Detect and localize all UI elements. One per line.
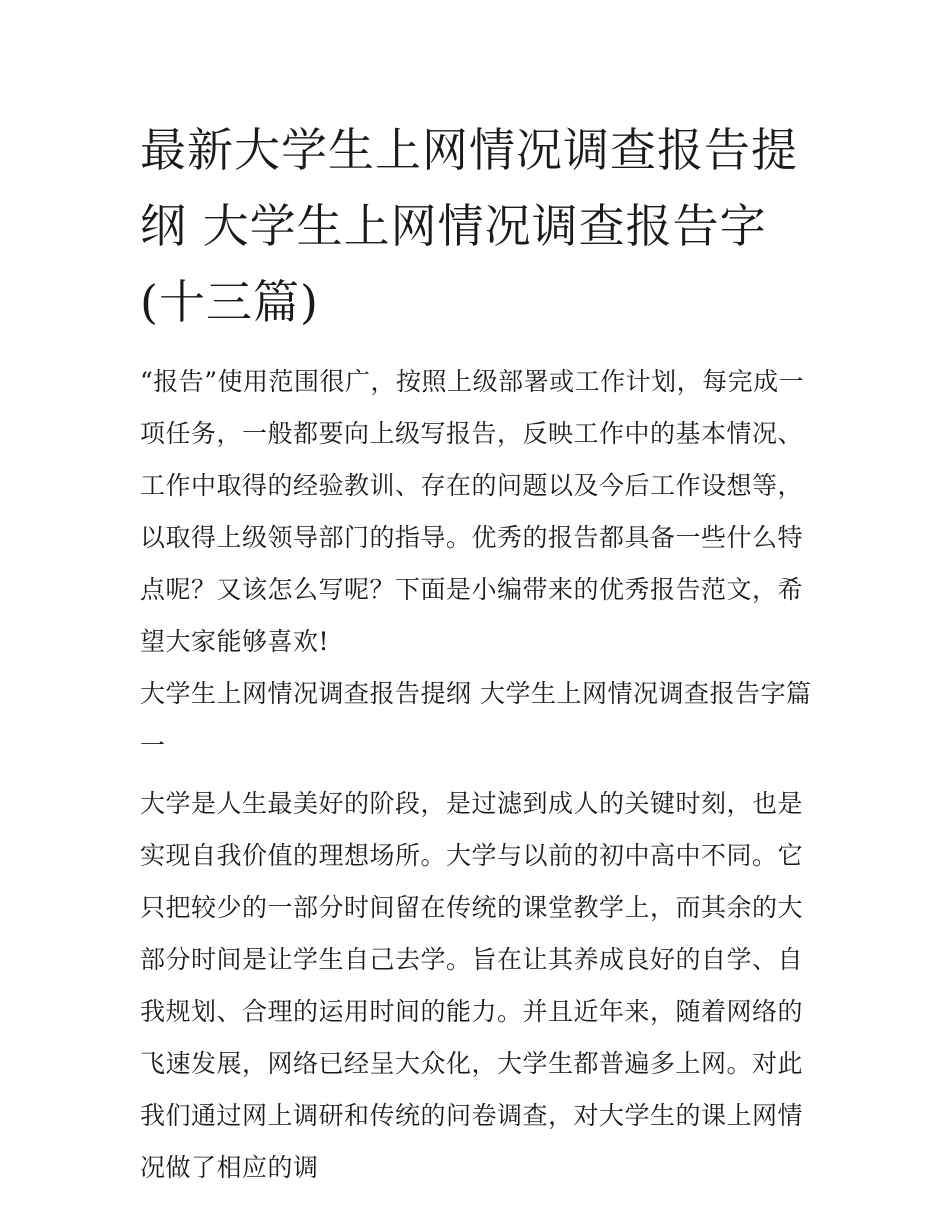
section-heading: 大学生上网情况调查报告提纲 大学生上网情况调查报告字篇一 — [140, 679, 812, 760]
body-paragraph: 大学是人生最美好的阶段，是过滤到成人的关键时刻，也是实现自我价值的理想场所。大学与以前的初中高中不同。它只把较少的一部分时间留在传统的课堂教学上，而其余的大部分时间是让学生自己去学。旨在让其养成良好的自学、自我规划、合理的运用时间的能力。并且近年来，随着网络的飞速发展，网络已经呈大众化，大学生都普遍多上网。对此我们通过网上调研和传统的问卷调查，对大学生的课上网情况做了相应的调 — [140, 789, 804, 1182]
document-title: 最新大学生上网情况调查报告提纲 大学生上网情况调查报告字(十三篇) — [140, 123, 798, 329]
document-page — [140, 112, 820, 1194]
intro-paragraph: “报告”使用范围很广，按照上级部署或工作计划，每完成一项任务，一般都要向上级写报告，反映工作中的基本情况、工作中取得的经验教训、存在的问题以及今后工作设想等，以取得上级领导部门的指导。优秀的报告都具备一些什么特点呢？又该怎么写呢？下面是小编带来的优秀报告范文，希望大家能够喜欢! — [140, 367, 805, 656]
